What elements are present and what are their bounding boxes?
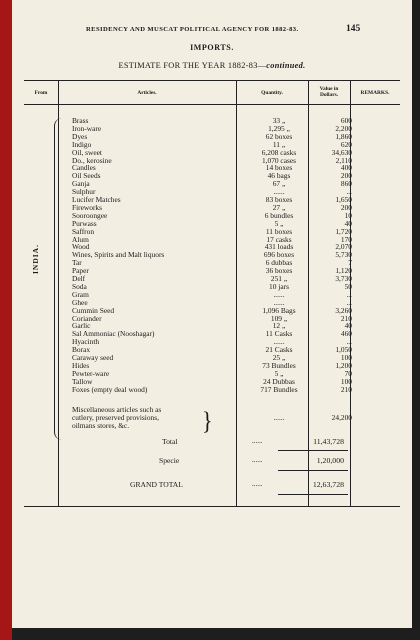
misc-value: 24,200 bbox=[331, 413, 352, 422]
row-article: Oil, sweet bbox=[72, 147, 102, 157]
specie-rule bbox=[278, 470, 348, 471]
row-quantity: 1,295 „ bbox=[268, 123, 290, 133]
row-article: Delf bbox=[72, 274, 86, 283]
row-quantity: 6 bundles bbox=[264, 210, 294, 220]
row-value: 400 bbox=[340, 163, 352, 173]
row-value: 210 bbox=[340, 313, 352, 323]
grand-total-rule bbox=[278, 494, 348, 495]
row-quantity: 73 Bundles bbox=[262, 360, 296, 370]
page-header bbox=[12, 26, 412, 38]
row-value: 3,260 bbox=[335, 305, 352, 315]
column-rule bbox=[236, 80, 237, 506]
row-article: Caraway seed bbox=[72, 353, 114, 362]
row-value: 600 bbox=[340, 116, 352, 125]
row-article: Pewter-ware bbox=[72, 368, 110, 378]
row-article: Iron-ware bbox=[72, 123, 102, 133]
row-quantity: 6 dubbas bbox=[265, 258, 293, 268]
running-title: RESIDENCY AND MUSCAT POLITICAL AGENCY FOR 1882-83. bbox=[86, 26, 299, 33]
row-article: Brass bbox=[72, 116, 89, 125]
row-quantity: 17 casks bbox=[266, 234, 292, 244]
total-value: 11,43,728 bbox=[313, 437, 344, 446]
row-value: 100 bbox=[340, 353, 352, 362]
misc-line: Miscellaneous articles such as bbox=[72, 405, 162, 414]
specie-value: 1,20,000 bbox=[316, 456, 344, 465]
row-article: Garlic bbox=[72, 321, 91, 331]
table-subtitle bbox=[12, 61, 412, 70]
row-group-brace bbox=[54, 118, 65, 440]
row-article: Indigo bbox=[72, 139, 92, 149]
row-article: Dyes bbox=[72, 131, 88, 141]
document-page bbox=[12, 0, 412, 628]
row-quantity: 696 boxes bbox=[263, 250, 295, 260]
row-quantity: 83 boxes bbox=[265, 195, 293, 204]
row-value: 1,200 bbox=[335, 360, 352, 370]
row-quantity: 10 jars bbox=[269, 281, 289, 291]
row-article: Wood bbox=[72, 242, 90, 252]
header-articles: Articles. bbox=[137, 90, 157, 96]
from-label-india: INDIA. bbox=[31, 244, 40, 274]
row-value: 1,650 bbox=[335, 195, 352, 204]
row-quantity: ...... bbox=[273, 289, 285, 299]
row-value: 170 bbox=[340, 234, 352, 244]
row-value: 2,070 bbox=[335, 242, 352, 252]
row-article: Candles bbox=[72, 163, 96, 173]
misc-line: cutlery, preserved provisions, bbox=[72, 413, 159, 422]
row-quantity: ...... bbox=[273, 297, 285, 307]
row-value: 2,110 bbox=[335, 155, 352, 165]
subtitle-prefix: ESTIMATE FOR THE YEAR 1882-83— bbox=[118, 61, 267, 70]
row-value: 3,730 bbox=[335, 274, 352, 283]
row-article: Purwass bbox=[72, 218, 97, 228]
grand-total-value: 12,63,728 bbox=[312, 480, 344, 489]
row-quantity: 11 „ bbox=[272, 139, 286, 149]
row-article: Tallow bbox=[72, 376, 93, 386]
row-article: Foxes (empty deal wood) bbox=[72, 384, 148, 394]
row-article: Do., kerosine bbox=[72, 155, 112, 165]
row-quantity: 24 Dubbas bbox=[263, 376, 295, 386]
header-from: From bbox=[34, 90, 48, 96]
total-dots: ...... bbox=[252, 437, 263, 445]
row-quantity: 1,070 cases bbox=[261, 155, 297, 165]
row-article: Sulphur bbox=[72, 187, 96, 197]
row-quantity: ...... bbox=[273, 337, 285, 347]
row-value: 200 bbox=[340, 202, 352, 212]
row-article: Sal Ammoniac (Nooshagar) bbox=[72, 329, 155, 339]
table-header-rule bbox=[24, 104, 400, 105]
row-quantity: 36 boxes bbox=[265, 266, 293, 276]
row-value: 1,720 bbox=[335, 226, 352, 236]
total-rule bbox=[278, 450, 348, 451]
header-quantity: Quantity. bbox=[261, 90, 283, 96]
misc-line: oilmans stores, &c. bbox=[72, 421, 130, 430]
row-value: 460 bbox=[340, 329, 352, 339]
row-quantity: 14 boxes bbox=[265, 163, 293, 173]
row-quantity: 109 „ bbox=[270, 313, 288, 323]
row-article: Ganja bbox=[72, 179, 90, 189]
specie-dots: ...... bbox=[252, 456, 263, 464]
misc-quantity: ...... bbox=[273, 413, 285, 422]
header-value: Value in Dollars. bbox=[319, 86, 339, 98]
row-quantity: 46 bags bbox=[267, 171, 291, 181]
row-value: 1,860 bbox=[335, 131, 352, 141]
row-article: Tar bbox=[72, 258, 82, 268]
page-number: 145 bbox=[346, 24, 361, 34]
row-quantity: 431 loads bbox=[264, 242, 294, 252]
row-quantity: 11 boxes bbox=[265, 226, 293, 236]
row-article: Borax bbox=[72, 345, 91, 355]
subtitle-suffix: continued. bbox=[266, 61, 306, 70]
row-quantity: 62 boxes bbox=[265, 131, 293, 141]
row-value: 7 bbox=[348, 258, 352, 268]
row-value: 34,630 bbox=[331, 147, 352, 157]
row-article: Lucifer Matches bbox=[72, 195, 121, 204]
grand-total-label: GRAND TOTAL bbox=[130, 480, 183, 489]
row-value: 200 bbox=[340, 171, 352, 181]
total-label: Total bbox=[162, 437, 178, 446]
row-value: 10 bbox=[344, 210, 352, 220]
row-article: Paper bbox=[72, 266, 89, 276]
row-article: Coriander bbox=[72, 313, 102, 323]
row-value: 1,120 bbox=[335, 266, 352, 276]
misc-brace: } bbox=[202, 406, 213, 435]
row-quantity: 25 „ bbox=[272, 353, 286, 362]
row-value: ... bbox=[346, 187, 352, 197]
row-article: Oil Seeds bbox=[72, 171, 101, 181]
row-value: 70 bbox=[344, 368, 352, 378]
row-value: 210 bbox=[340, 384, 352, 394]
row-value: 860 bbox=[340, 179, 352, 189]
row-article: Soda bbox=[72, 281, 87, 291]
row-article: Saffron bbox=[72, 226, 95, 236]
row-article: Sooroongee bbox=[72, 210, 108, 220]
row-quantity: 21 Casks bbox=[265, 345, 293, 355]
row-article: Hyacinth bbox=[72, 337, 100, 347]
row-quantity: ...... bbox=[273, 187, 285, 197]
row-article: Alum bbox=[72, 234, 89, 244]
row-value: ... bbox=[346, 337, 352, 347]
row-quantity: 33 „ bbox=[272, 116, 286, 125]
row-quantity: 12 „ bbox=[272, 321, 286, 331]
row-article: Gram bbox=[72, 289, 89, 299]
row-quantity: 27 „ bbox=[272, 202, 286, 212]
row-value: 620 bbox=[340, 139, 352, 149]
header-remarks: REMARKS. bbox=[360, 90, 390, 96]
table-bottom-rule bbox=[24, 506, 400, 507]
row-value: 5,730 bbox=[335, 250, 352, 260]
row-article: Ghee bbox=[72, 297, 88, 307]
row-value: 100 bbox=[340, 376, 352, 386]
row-quantity: 1,096 Bags bbox=[262, 305, 296, 315]
row-quantity: 5 „ bbox=[274, 368, 284, 378]
row-quantity: 5 „ bbox=[274, 218, 284, 228]
row-quantity: 251 „ bbox=[270, 274, 288, 283]
section-title: IMPORTS. bbox=[190, 43, 234, 52]
specie-label: Specie bbox=[159, 456, 180, 465]
row-quantity: 11 Casks bbox=[265, 329, 293, 339]
row-quantity: 717 Bundles bbox=[260, 384, 298, 394]
row-value: 50 bbox=[344, 281, 352, 291]
table-top-rule bbox=[24, 80, 400, 81]
row-article: Cummin Seed bbox=[72, 305, 115, 315]
grand-total-dots: ...... bbox=[252, 480, 263, 488]
row-quantity: 67 „ bbox=[272, 179, 286, 189]
row-value: ... bbox=[346, 289, 352, 299]
row-article: Wines, Spirits and Malt liquors bbox=[72, 250, 165, 260]
book-spine-edge bbox=[0, 0, 12, 640]
row-article: Hides bbox=[72, 360, 90, 370]
row-quantity: 6,208 casks bbox=[261, 147, 297, 157]
row-article: Fireworks bbox=[72, 202, 102, 212]
row-value: 40 bbox=[344, 218, 352, 228]
row-value: ... bbox=[346, 297, 352, 307]
row-value: 1,050 bbox=[335, 345, 352, 355]
row-value: 2,200 bbox=[335, 123, 352, 133]
row-value: 40 bbox=[344, 321, 352, 331]
